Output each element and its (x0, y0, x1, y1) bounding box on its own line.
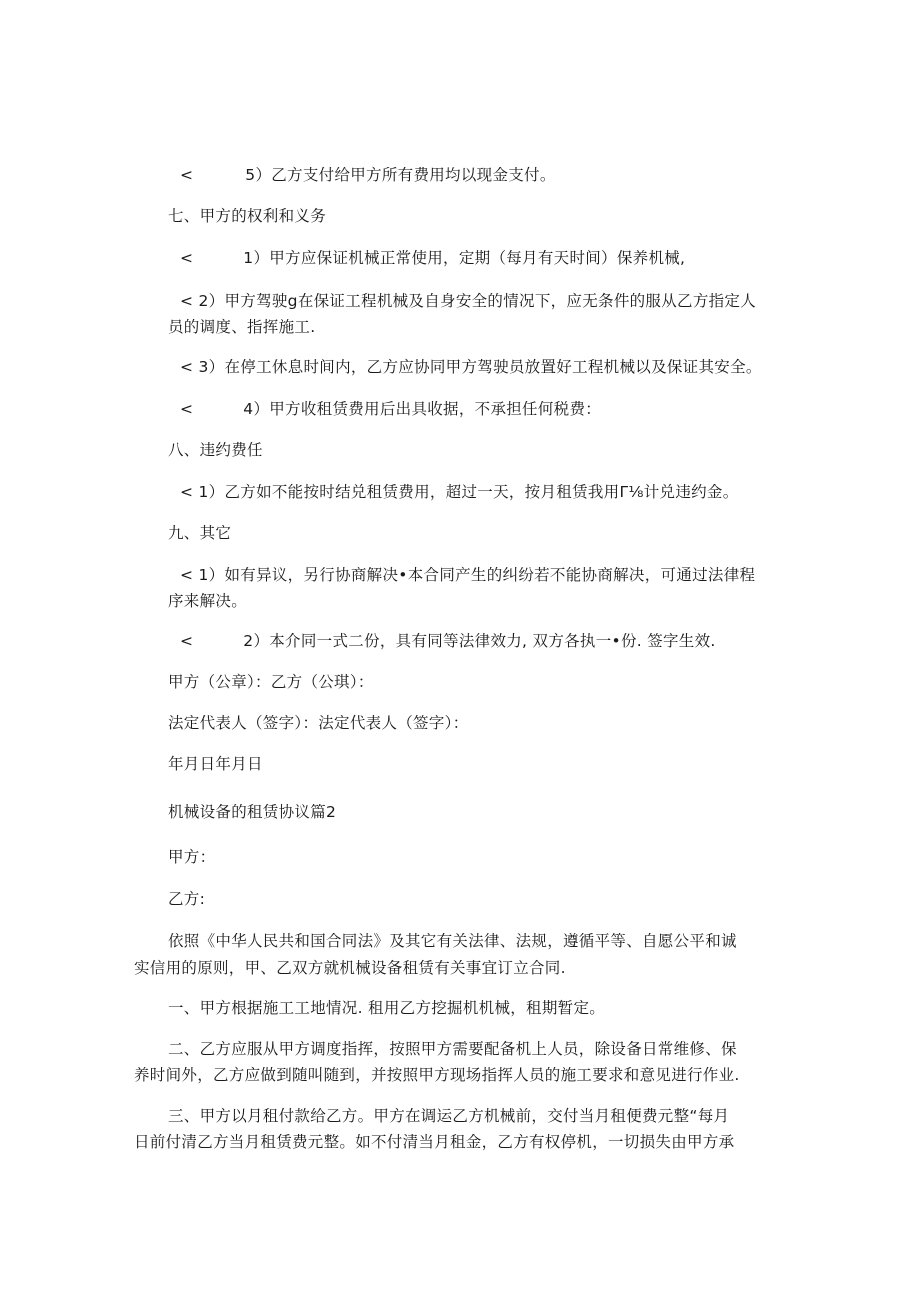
clause-line (180, 245, 685, 271)
paragraph-text: 实信用的原则，甲、乙双方就机械设备租赁有关事宜订立合同. (134, 959, 566, 977)
section-heading-text: 九、其它 (168, 524, 232, 542)
agreement-title-text: 机械设备的租赁协议篇2 (168, 803, 337, 821)
section-heading-text: 七、甲方的权利和义务 (168, 207, 327, 225)
party-b-text: 乙方: (168, 890, 206, 908)
paragraph-text: 三、甲方以月租付款给乙方。甲方在调运乙方机械前，交付当月租便费元整“每月 (168, 1107, 730, 1125)
paragraph-line-continued (134, 955, 566, 981)
clause-line-continued (168, 588, 247, 614)
paragraph-line (168, 1036, 737, 1062)
clause-text: < 1）乙方如不能按时结兑租赁费用，超过一天，按月租赁我用Γ⅛计兑违约金。 (180, 483, 739, 501)
paragraph-line (168, 928, 737, 954)
section-heading (168, 520, 231, 546)
signature-party-text: 甲方（公章）：乙方（公琪）： (168, 673, 374, 691)
paragraph-text: 养时间外，乙方应做到随叫随到，并按照甲方现场指挥人员的施工要求和意见进行作业. (134, 1066, 740, 1084)
clause-text: 员的调度、指挥施工. (168, 318, 316, 336)
paragraph-text: 依照《中华人民共和国合同法》及其它有关法律、法规，遵循平等、自愿公平和诚 (168, 932, 737, 950)
clause-text: 5）乙方支付给甲方所有费用均以现金支付。 (245, 166, 556, 184)
signature-rep-line (168, 710, 469, 736)
clause-prefix: < (180, 400, 194, 418)
paragraph-text: 二、乙方应服从甲方调度指挥，按照甲方需要配备机上人员，除设备日常维修、保 (168, 1040, 737, 1058)
clause-line (180, 628, 716, 654)
clause-prefix: < (180, 166, 194, 184)
clause-prefix: < (180, 632, 194, 650)
section-heading (168, 203, 326, 229)
clause-text: 4）甲方收租赁费用后出具收据，不承担任何税费： (243, 400, 602, 418)
clause-line (180, 479, 739, 505)
date-text: 年月日年月日 (168, 755, 263, 773)
clause-text: 2）本介同一式二份，具有同等法律效力, 双方各执一•份. 签字生效. (243, 632, 716, 650)
paragraph-line (168, 1103, 729, 1129)
clause-line (180, 354, 762, 380)
party-b-line (168, 886, 205, 912)
clause-text: 1）甲方应保证机械正常使用，定期（每月有天时间）保养机械, (243, 249, 686, 267)
clause-prefix: < (180, 249, 194, 267)
clause-line (180, 162, 556, 188)
clause-text: 序来解决。 (168, 592, 248, 610)
paragraph-text: 日前付清乙方当月租赁费元整。如不付清当月租金，乙方有权停机，一切损失由甲方承 (134, 1133, 735, 1151)
signature-rep-text: 法定代表人（签字）：法定代表人（签字）： (168, 714, 469, 732)
party-a-line (168, 844, 215, 870)
section-heading-text: 八、违约费任 (168, 441, 263, 459)
paragraph-line-continued (134, 1129, 734, 1155)
clause-line (180, 396, 601, 422)
clause-text: < 2）甲方驾驶g在保证工程机械及自身安全的情况下，应无条件的服从乙方指定人 (180, 292, 757, 310)
paragraph-line-continued (134, 1062, 740, 1088)
signature-party-line (168, 669, 374, 695)
paragraph-text: 一、甲方根据施工工地情况. 租用乙方挖掘机机械，租期暂定。 (168, 999, 606, 1017)
clause-line (180, 288, 756, 314)
clause-line-continued (168, 314, 315, 340)
clause-text: < 3）在停工休息时间内，乙方应协同甲方驾驶员放置好工程机械以及保证其安全。 (180, 358, 762, 376)
agreement-title (168, 799, 336, 825)
clause-text: < 1）如有异议，另行协商解决•本合同产生的纠纷若不能协商解决，可通过法律程 (180, 566, 756, 584)
party-a-text: 甲方： (168, 848, 216, 866)
clause-line (180, 562, 755, 588)
section-heading (168, 437, 263, 463)
date-line (168, 751, 263, 777)
paragraph-line (168, 995, 605, 1021)
